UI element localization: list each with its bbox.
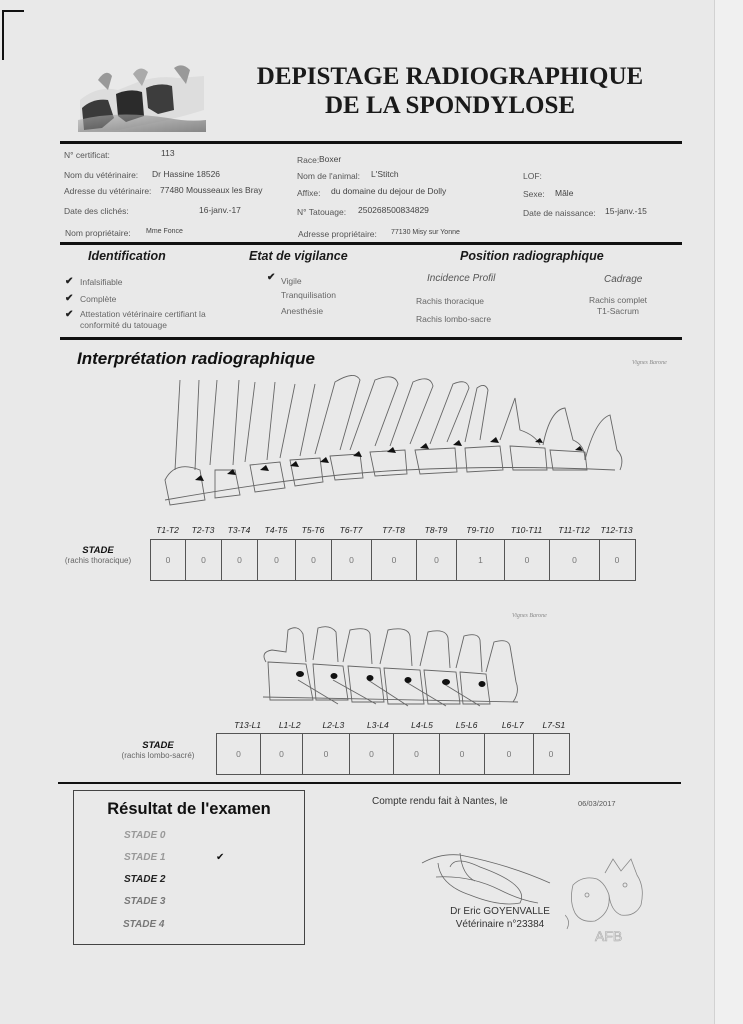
stade-cell: 0 (372, 540, 417, 580)
lumbar-spine-illustration (258, 622, 528, 712)
segment-header: L3-L4 (367, 720, 389, 730)
stade-cell: 0 (394, 734, 440, 774)
page-edge (714, 0, 743, 1024)
stade-cell: 0 (222, 540, 258, 580)
adresse-vet-value: 77480 Mousseaux les Bray (160, 185, 263, 195)
lumbar-stade-label (108, 740, 208, 760)
adresse-vet-label: Adresse du vétérinaire: (64, 186, 152, 196)
tatouage-label: N° Tatouage: (297, 207, 347, 217)
incidence-title: Incidence Profil (427, 273, 496, 284)
segment-header: T13-L1 (234, 720, 262, 730)
segment-header: L4-L5 (411, 720, 433, 730)
check-icon: ✔ (65, 293, 74, 304)
stade-cell: 1 (457, 540, 505, 580)
segment-header: T1-T2 (156, 525, 179, 535)
illustration-credit: Vignes Barone (632, 360, 667, 366)
check-icon: ✔ (65, 276, 74, 287)
segment-header: L5-L6 (455, 720, 478, 730)
vigilance-title: Etat de vigilance (249, 249, 348, 263)
report-date: 06/03/2017 (578, 799, 616, 808)
incidence-item: Rachis lombo-sacre (416, 314, 492, 324)
lumbar-stade-grid (216, 733, 570, 775)
segment-header: L6-L7 (501, 720, 524, 730)
title-line-2: DE LA SPONDYLOSE (324, 92, 576, 119)
thoracic-spine-illustration (155, 370, 630, 510)
race-value: Boxer (319, 154, 342, 164)
result-stade-1: STADE 1 (124, 852, 166, 863)
afb-boxer-stamp (565, 855, 655, 945)
signer-id: Vétérinaire n°23384 (455, 919, 545, 930)
result-stade-2: STADE 2 (124, 874, 166, 885)
segment-header: T7-T8 (382, 525, 405, 535)
document-title (220, 62, 680, 120)
segment-header: T11-T12 (558, 525, 590, 535)
stade-title: STADE (142, 740, 174, 751)
stade-cell: 0 (614, 555, 620, 565)
result-title: Résultat de l'examen (107, 800, 271, 818)
stade-subtitle: (rachis thoracique) (64, 556, 132, 565)
result-stade-4: STADE 4 (123, 919, 165, 930)
cadrage-title: Cadrage (604, 274, 643, 285)
selected-check-icon: ✔ (216, 852, 225, 863)
stade-cell: 0 (548, 749, 554, 759)
segment-header: T2-T3 (191, 525, 215, 535)
cadrage-line-2: T1-Sacrum (596, 306, 640, 316)
stade-cell: 0 (186, 540, 222, 580)
stade-cell: 0 (332, 540, 372, 580)
segment-header: T9-T10 (466, 525, 494, 535)
certificat-value: 113 (161, 148, 175, 158)
stade-cell: 0 (485, 734, 534, 774)
illustration-credit: Vignes Barone (512, 613, 547, 619)
scan-corner-mark (2, 10, 4, 60)
stade-cell: 0 (296, 540, 332, 580)
segment-header: T4-T5 (264, 525, 288, 535)
animal-label: Nom de l'animal: (297, 171, 361, 181)
stade-cell: 0 (350, 734, 394, 774)
segment-header: T8-T9 (424, 525, 448, 535)
segment-header: T12-T13 (600, 525, 633, 535)
thoracic-stade-label (48, 545, 148, 565)
naissance-value: 15-janv.-15 (605, 206, 647, 216)
stade-cell: 0 (440, 734, 485, 774)
stade-cell: 0 (303, 734, 350, 774)
affixe-label: Affixe: (297, 188, 321, 198)
stade-cell: 0 (151, 540, 186, 580)
stade-subtitle: (rachis lombo-sacré) (121, 751, 195, 760)
identification-item: Complète (80, 294, 117, 304)
check-icon: ✔ (65, 309, 74, 320)
vigilance-item: Anesthésie (281, 306, 324, 316)
lof-label: LOF: (523, 171, 542, 181)
segment-header: L2-L3 (322, 720, 345, 730)
result-stade-0: STADE 0 (124, 830, 166, 841)
vigilance-item: Vigile (281, 276, 302, 286)
result-box (73, 790, 305, 945)
cadrage-line-1: Rachis complet (588, 295, 648, 305)
date-cliches-value: 16-janv.-17 (199, 205, 241, 215)
identification-item: Infalsifiable (80, 277, 123, 287)
race-label: Race: (297, 155, 320, 165)
sexe-value: Mâle (555, 188, 574, 198)
section-rule (60, 242, 682, 245)
signer-block (440, 905, 560, 931)
section-rule (60, 337, 682, 340)
page-edge-line (714, 0, 715, 1024)
segment-header: T10-T11 (510, 525, 543, 535)
affixe-value: du domaine du dejour de Dolly (331, 186, 447, 196)
stade-cell: 0 (217, 734, 261, 774)
tatouage-value: 250268500834829 (358, 205, 429, 215)
title-line-1: DEPISTAGE RADIOGRAPHIQUE (256, 63, 644, 90)
naissance-label: Date de naissance: (523, 208, 596, 218)
stade-cell: 0 (417, 540, 457, 580)
adresse-prop-label: Adresse propriétaire: (298, 229, 377, 239)
veterinaire-label: Nom du vétérinaire: (64, 170, 139, 180)
vigilance-item: Tranquilisation (281, 290, 336, 300)
check-icon: ✔ (267, 272, 276, 283)
lumbar-segment-headers (226, 720, 571, 730)
identification-item: Attestation vétérinaire certifiant la conformité du tatouage (80, 309, 206, 330)
report-place: Compte rendu fait à Nantes, le (372, 796, 508, 807)
date-cliches-label: Date des clichés: (64, 206, 129, 216)
stade-cell: 0 (505, 540, 550, 580)
segment-header: T6-T7 (339, 525, 363, 535)
stade-cell: 0 (261, 734, 303, 774)
proprietaire-value: Mme Fonce (146, 228, 183, 235)
stade-title: STADE (82, 545, 114, 556)
veterinaire-value: Dr Hassine 18526 (152, 169, 221, 179)
scan-corner-mark (2, 10, 24, 12)
proprietaire-label: Nom propriétaire: (65, 228, 131, 238)
segment-header: L1-L2 (278, 720, 301, 730)
position-title: Position radiographique (460, 249, 604, 263)
interpretation-title: Interprétation radiographique (77, 349, 316, 368)
stade-cell: 0 (550, 540, 600, 580)
segment-header: L7-S1 (542, 720, 566, 730)
animal-value: L'Stitch (371, 169, 399, 179)
stamp-lettering: AFB (595, 928, 623, 944)
sexe-label: Sexe: (523, 189, 545, 199)
identification-title: Identification (88, 249, 166, 263)
stade-cell: 0 (258, 540, 296, 580)
section-rule (58, 782, 681, 784)
thoracic-stade-grid (150, 539, 636, 581)
adresse-prop-value: 77130 Misy sur Yonne (391, 229, 460, 236)
incidence-item: Rachis thoracique (416, 296, 485, 306)
running-dogs-logo-icon (78, 60, 206, 132)
segment-header: T5-T6 (301, 525, 325, 535)
result-stade-3: STADE 3 (124, 896, 166, 907)
thoracic-segment-headers (150, 525, 636, 535)
signer-name: Dr Eric GOYENVALLE (450, 906, 550, 917)
certificat-label: N° certificat: (64, 150, 110, 160)
segment-header: T3-T4 (227, 525, 251, 535)
top-rule (60, 141, 682, 144)
